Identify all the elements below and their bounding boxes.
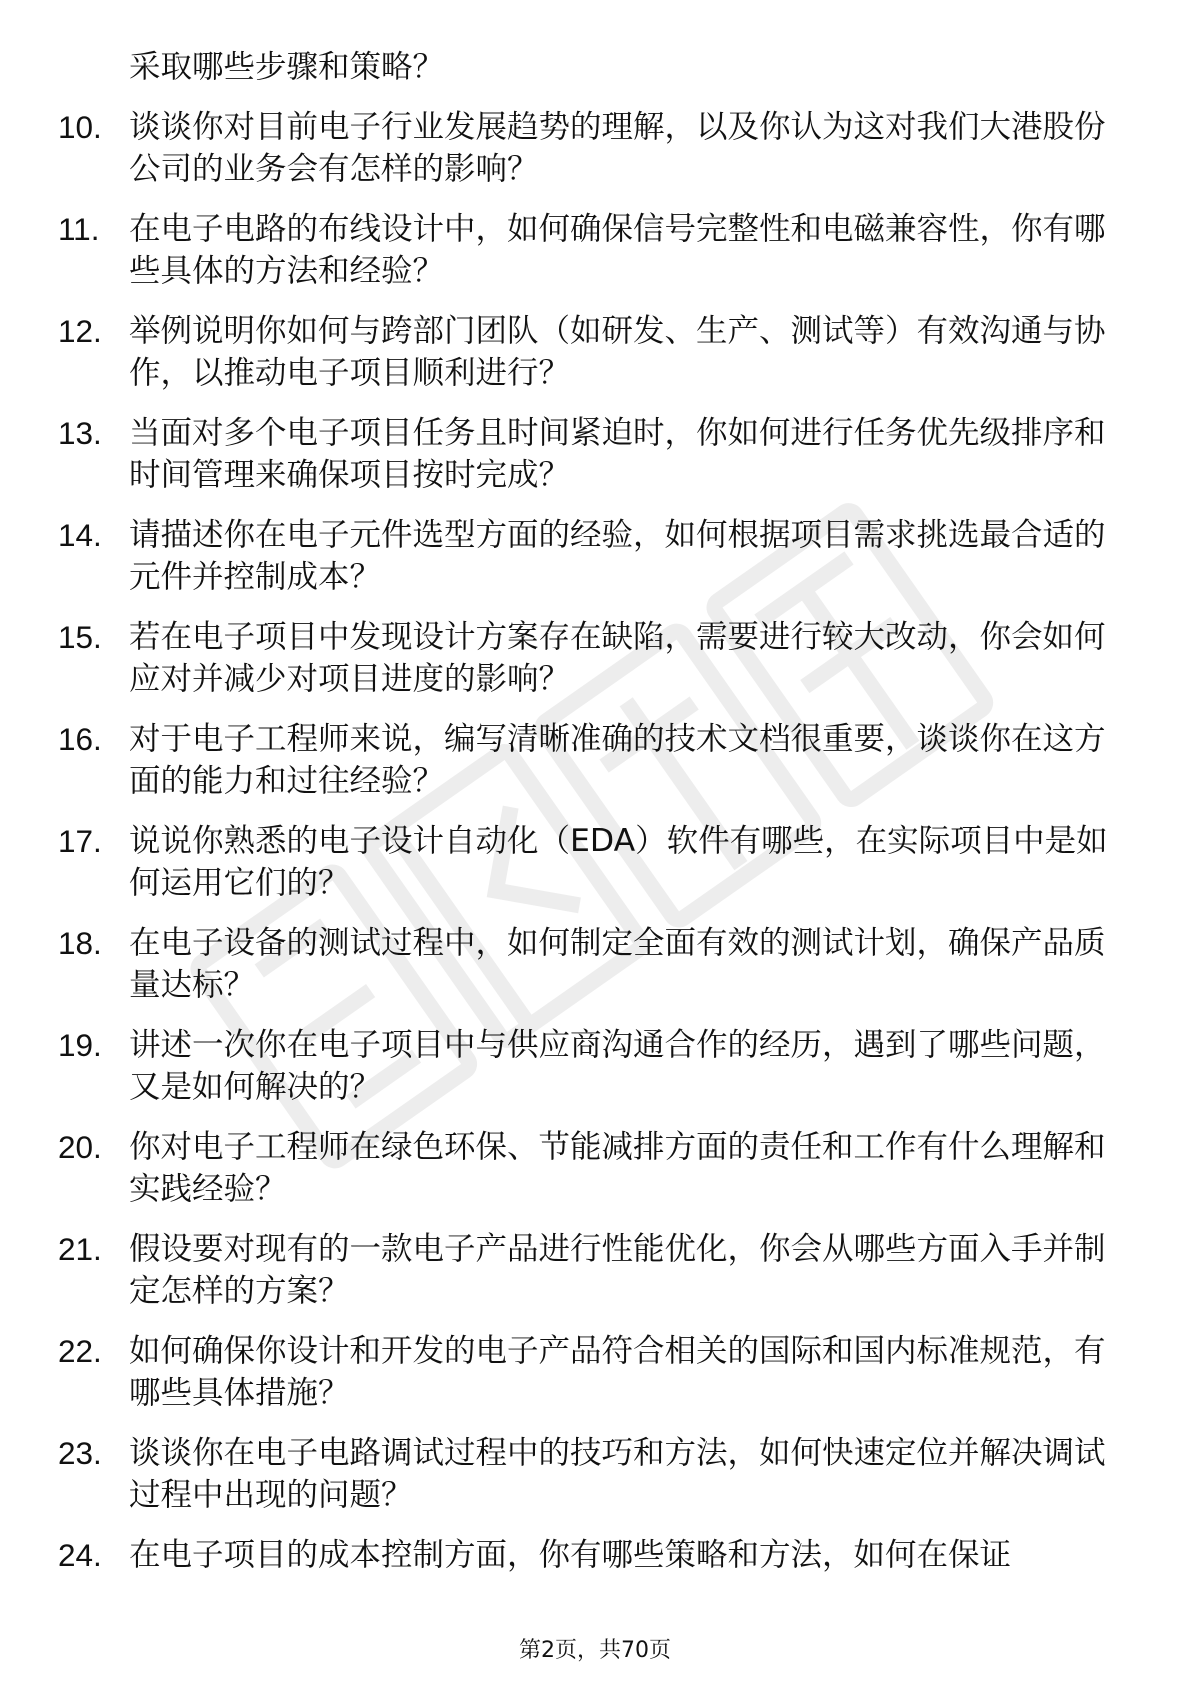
list-item <box>0 616 1190 700</box>
item-number: 13. <box>58 415 102 451</box>
item-text: 谈谈你在电子电路调试过程中的技巧和方法，如何快速定位并解决调试过程中出现的问题？ <box>129 1435 1106 1513</box>
item-text: 若在电子项目中发现设计方案存在缺陷，需要进行较大改动，你会如何应对并减少对项目进度的影响？ <box>129 619 1106 697</box>
list-item <box>0 514 1190 598</box>
item-text: 讲述一次你在电子项目中与供应商沟通合作的经历，遇到了哪些问题，又是如何解决的？ <box>129 1027 1106 1105</box>
list-item <box>0 1330 1190 1414</box>
item-number: 22. <box>58 1333 102 1369</box>
item-number: 19. <box>58 1027 102 1063</box>
item-number: 16. <box>58 721 102 757</box>
item-text: 请描述你在电子元件选型方面的经验，如何根据项目需求挑选最合适的元件并控制成本？ <box>129 517 1106 595</box>
item-number: 15. <box>58 619 102 655</box>
list-item <box>0 820 1190 904</box>
list-item <box>0 1432 1190 1516</box>
question-list <box>0 46 1190 1594</box>
item-text: 举例说明你如何与跨部门团队（如研发、生产、测试等）有效沟通与协作，以推动电子项目顺利进行？ <box>129 313 1106 391</box>
item-number: 11. <box>58 211 100 247</box>
item-text: 你对电子工程师在绿色环保、节能减排方面的责任和工作有什么理解和实践经验？ <box>129 1129 1106 1207</box>
item-number: 23. <box>58 1435 102 1471</box>
item-text: 说说你熟悉的电子设计自动化（EDA）软件有哪些，在实际项目中是如何运用它们的？ <box>129 823 1108 901</box>
item-number: 21. <box>58 1231 102 1267</box>
item-text: 当面对多个电子项目任务且时间紧迫时，你如何进行任务优先级排序和时间管理来确保项目按时完成？ <box>129 415 1106 493</box>
item-text: 在电子项目的成本控制方面，你有哪些策略和方法，如何在保证 <box>129 1537 1012 1573</box>
item-number: 17. <box>58 823 102 859</box>
list-item <box>0 922 1190 1006</box>
item-text: 在电子设备的测试过程中，如何制定全面有效的测试计划，确保产品质量达标？ <box>129 925 1106 1003</box>
list-item <box>0 1126 1190 1210</box>
list-item <box>0 1024 1190 1108</box>
item-text: 如何确保你设计和开发的电子产品符合相关的国际和国内标准规范，有哪些具体措施？ <box>129 1333 1106 1411</box>
item-text: 假设要对现有的一款电子产品进行性能优化，你会从哪些方面入手并制定怎样的方案？ <box>129 1231 1106 1309</box>
list-item <box>0 412 1190 496</box>
item-text: 对于电子工程师来说，编写清晰准确的技术文档很重要，谈谈你在这方面的能力和过往经验？ <box>129 721 1106 799</box>
continuation-text: 采取哪些步骤和策略？ <box>129 49 445 85</box>
list-item <box>0 310 1190 394</box>
item-number: 14. <box>58 517 102 553</box>
item-text: 谈谈你对目前电子行业发展趋势的理解，以及你认为这对我们大港股份公司的业务会有怎样的影响？ <box>129 109 1106 187</box>
list-item <box>0 718 1190 802</box>
page-footer: 第2页，共70页 <box>519 1638 671 1663</box>
item-text: 在电子电路的布线设计中，如何确保信号完整性和电磁兼容性，你有哪些具体的方法和经验？ <box>129 211 1106 289</box>
list-item <box>0 106 1190 190</box>
item-number: 24. <box>58 1537 102 1573</box>
item-number: 20. <box>58 1129 102 1165</box>
list-item <box>0 1534 1190 1576</box>
list-item <box>0 1228 1190 1312</box>
item-number: 10. <box>58 109 102 145</box>
item-number: 18. <box>58 925 102 961</box>
list-item <box>0 208 1190 292</box>
item-number: 12. <box>58 313 102 349</box>
